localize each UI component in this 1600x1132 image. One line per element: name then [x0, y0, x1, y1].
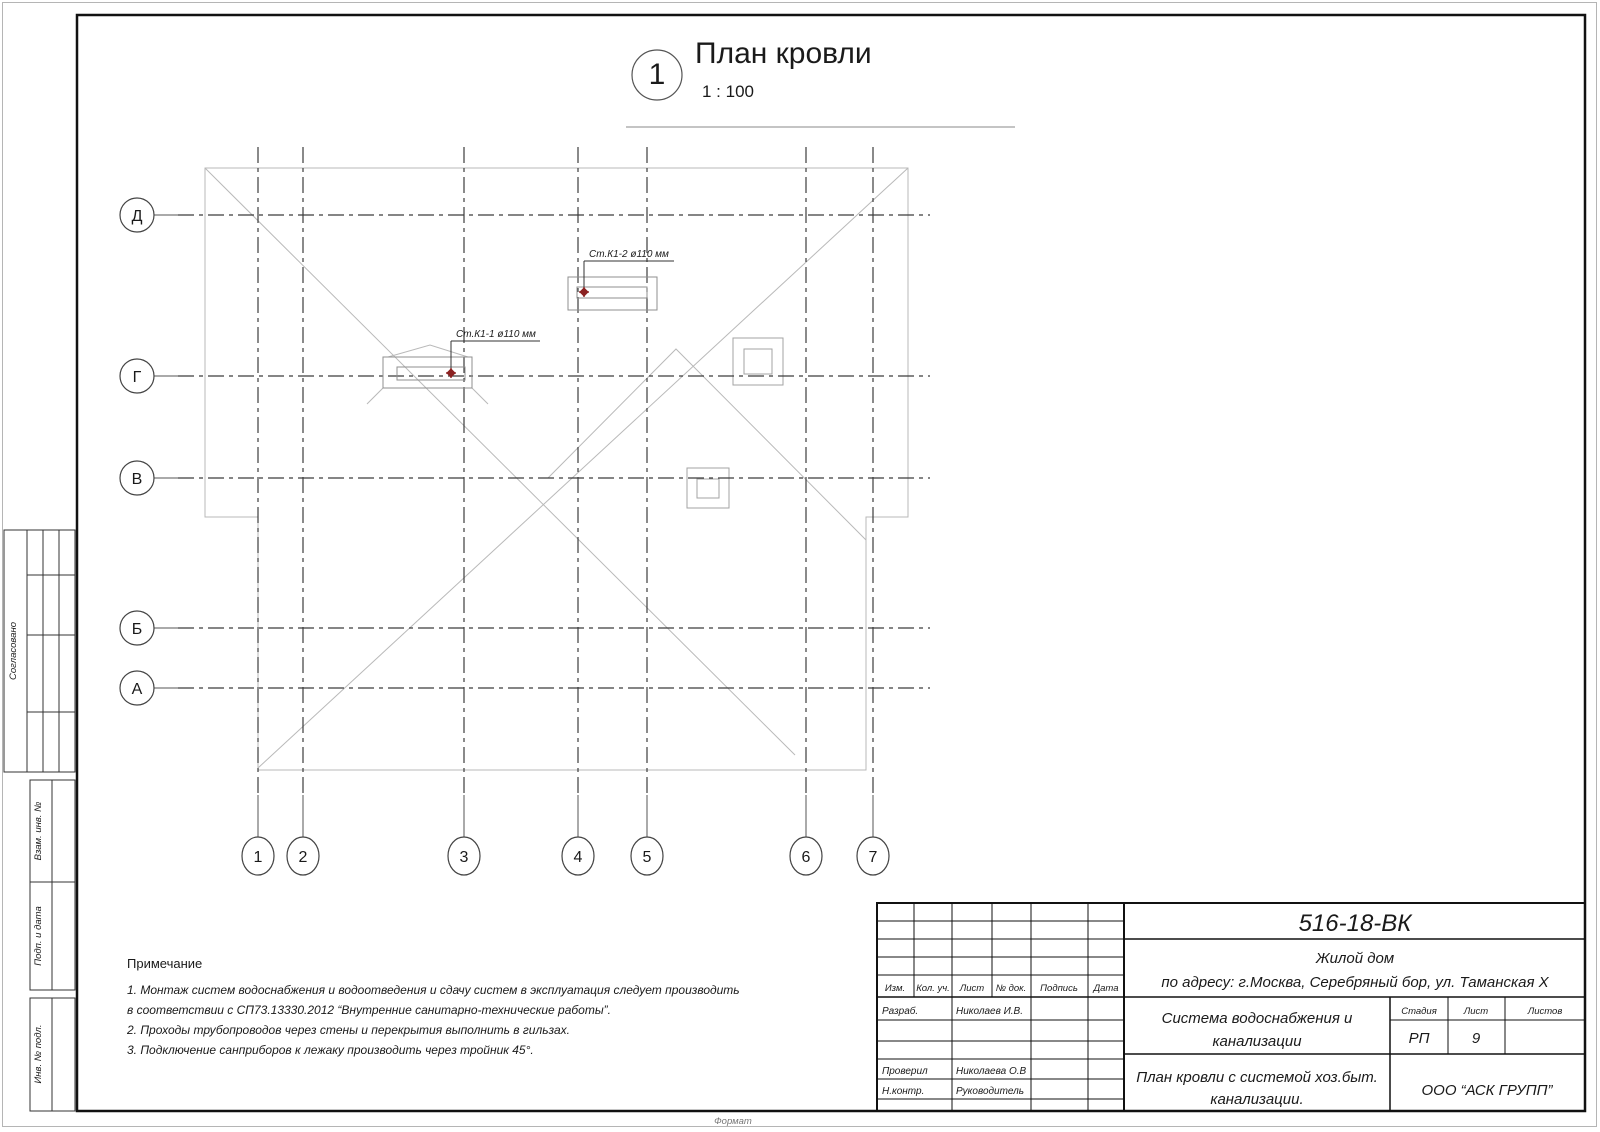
roof-plan [205, 168, 908, 770]
axis-label-4: 4 [573, 849, 583, 866]
sheet-number: 9 [1471, 1030, 1481, 1047]
col-list: Лист [959, 983, 985, 994]
stage-value: РП [1408, 1030, 1430, 1047]
role-nkontr: Н.контр. [882, 1086, 925, 1097]
format-label: Формат [714, 1116, 752, 1127]
col-doc: № док. [995, 983, 1027, 994]
name-proveril: Николаева О.В [956, 1066, 1027, 1077]
stack-k1-1-label: Ст.К1-1 ø110 мм [456, 329, 536, 340]
stack-k1-2-label: Ст.К1-2 ø110 мм [589, 249, 669, 260]
axis-label-3: 3 [459, 849, 469, 866]
vent-b-outer [687, 468, 729, 508]
axis-bubbles-bottom [242, 837, 889, 875]
note-line-4: 3. Подключение санприборов к лежаку производить через тройник 45°. [127, 1043, 534, 1057]
col-izm: Изм. [884, 983, 906, 994]
axis-labels-left [132, 208, 143, 698]
axis-label-D: Д [131, 208, 143, 225]
notes-heading: Примечание [127, 956, 203, 971]
roof-hip-small-right [472, 388, 488, 404]
vent-a-inner [744, 349, 772, 374]
stage-label: Стадия [1401, 1006, 1437, 1017]
roof-ridge-peak [548, 349, 866, 540]
axis-label-B: Б [131, 621, 143, 638]
zam-inv-label: Взам. инв. № [33, 801, 44, 861]
sheet-label: Лист [1463, 1006, 1489, 1017]
system-line1: Система водоснабжения и [1161, 1010, 1353, 1027]
system-line2: канализации [1212, 1033, 1302, 1050]
roof-vents [687, 338, 783, 508]
view-scale: 1 : 100 [702, 82, 754, 101]
axis-label-7: 7 [868, 849, 878, 866]
axis-label-6: 6 [801, 849, 811, 866]
stack-k1-2-marker [579, 287, 589, 297]
roof-hip-small-left [367, 388, 383, 404]
roof-hip-nw-se [205, 168, 795, 755]
view-title [626, 37, 1015, 127]
drawing-name-line2: канализации. [1210, 1091, 1304, 1108]
role-razrab: Разраб. [882, 1006, 919, 1017]
object-line1: Жилой дом [1315, 950, 1395, 967]
stack-k1-1 [383, 329, 540, 388]
axis-label-2: 2 [298, 849, 308, 866]
drawing-name-line1: План кровли с системой хоз.быт. [1136, 1069, 1378, 1086]
axis-label-G: Г [132, 369, 142, 386]
axis-grid-dashed [178, 147, 930, 795]
stack-k1-1-box [383, 357, 472, 388]
project-code: 516-18-ВК [1298, 910, 1412, 937]
axis-label-1: 1 [253, 849, 263, 866]
stack-k1-2 [568, 249, 674, 310]
axis-label-V: В [131, 471, 143, 488]
note-line-2: в соответствии с СП73.13330.2012 “Внутренние санитарно-технические работы”. [127, 1003, 611, 1017]
view-number: 1 [648, 58, 666, 91]
notes-block [126, 956, 740, 1057]
axis-label-5: 5 [642, 849, 652, 866]
axis-leaders [154, 215, 873, 837]
note-line-3: 2. Проходы трубопроводов через стены и перекрытия выполнить в гильзах. [127, 1023, 570, 1037]
company-name: ООО “АСК ГРУПП” [1421, 1082, 1553, 1099]
approved-label: Согласовано [8, 622, 19, 680]
axis-label-A: А [131, 681, 143, 698]
object-line2: по адресу: г.Москва, Серебряный бор, ул. Таманская Х [1161, 974, 1549, 991]
note-line-1: 1. Монтаж систем водоснабжения и водоотведения и сдачу систем в эксплуатация следует производить [127, 983, 740, 997]
col-kol: Кол. уч. [916, 983, 950, 994]
col-podpis: Подпись [1040, 983, 1078, 994]
role-proveril: Проверил [882, 1066, 928, 1077]
left-stamp-labels [8, 622, 44, 1083]
view-title-text: План кровли [695, 37, 872, 70]
sheets-label: Листов [1527, 1006, 1563, 1017]
inv-podl-label: Инв. № подл. [33, 1024, 44, 1084]
name-razrab: Николаев И.В. [956, 1006, 1023, 1017]
vent-b-inner [697, 479, 719, 498]
roof-gable-k1-1 [388, 345, 468, 357]
vent-a-outer [733, 338, 783, 385]
col-data: Дата [1093, 983, 1119, 994]
name-nkontr: Руководитель [956, 1086, 1025, 1097]
roof-hip-sw-ne [258, 168, 908, 768]
podp-data-label: Подп. и дата [33, 906, 44, 966]
